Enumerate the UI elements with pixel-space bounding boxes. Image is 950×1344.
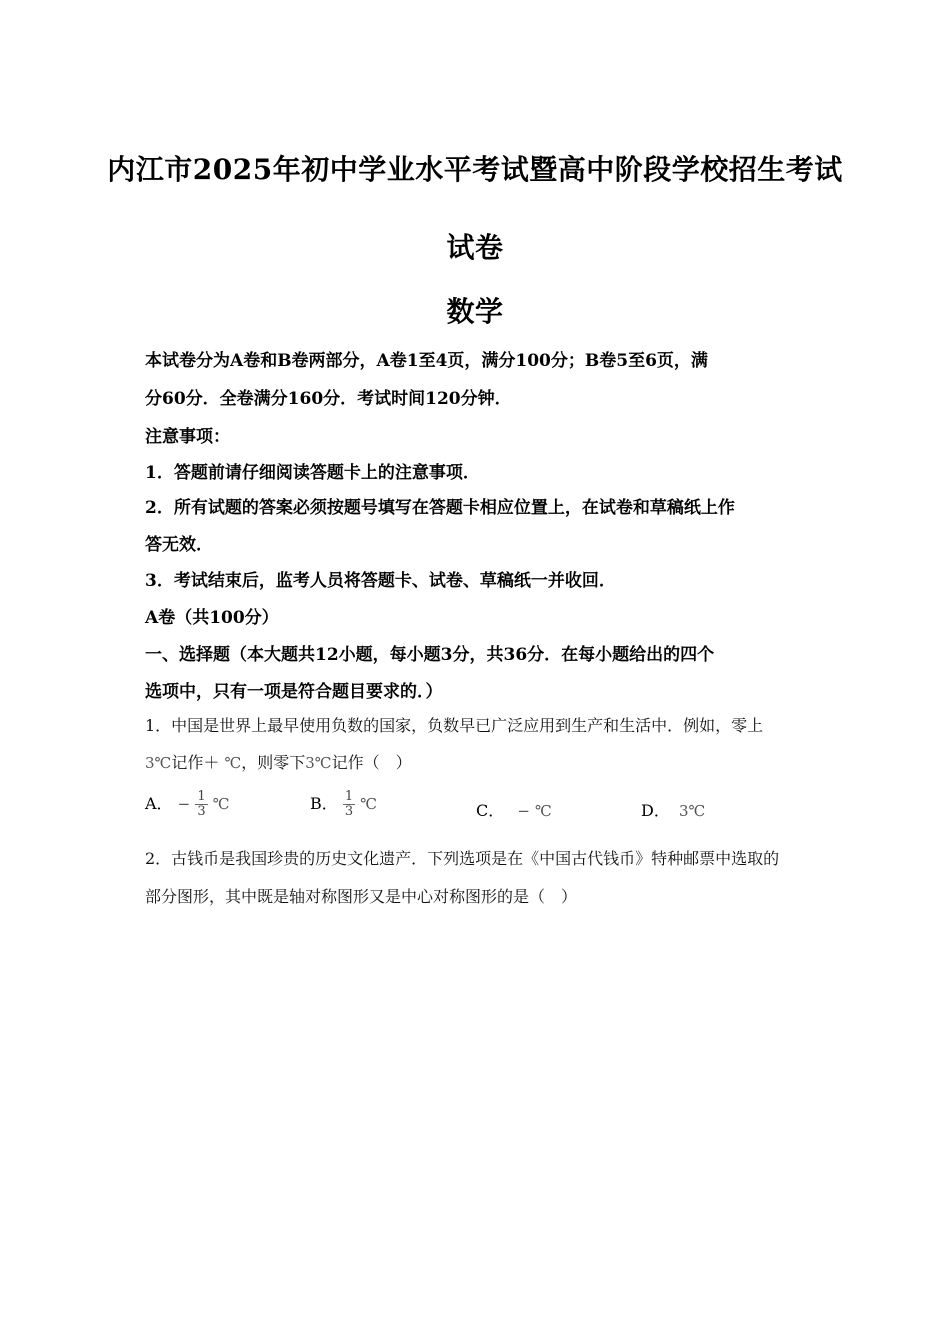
- option-a-denominator: 3: [197, 804, 206, 819]
- q1-seg-3: ℃: [224, 754, 242, 772]
- intro-line-2: 分60分．全卷满分160分．考试时间120分钟．: [145, 389, 512, 409]
- notes-item-1: 1．答题前请仔细阅读答题卡上的注意事项．: [145, 463, 480, 483]
- intro-line-1: 本试卷分为A卷和B卷两部分，A卷1至4页，满分100分；B卷5至6页，满: [145, 351, 708, 371]
- question-2-line-2: 部分图形，其中既是轴对称图形又是中心对称图形的是（ ）: [145, 887, 578, 906]
- option-a: [145, 790, 229, 819]
- q1-seg-2: 记作＋: [171, 753, 220, 772]
- option-b: [310, 790, 377, 819]
- question-1-line-2: [145, 750, 815, 773]
- question-1-line-1: 1．中国是世界上最早使用负数的国家，负数早已广泛应用到生产和生活中．例如，零上: [145, 716, 764, 735]
- option-d: [641, 798, 705, 821]
- q1-seg-4: ，则零下: [241, 753, 306, 772]
- option-a-numerator: 1: [197, 789, 206, 804]
- option-a-sign: −: [177, 795, 191, 813]
- question-2-line-1: 2．古钱币是我国珍贵的历史文化遗产．下列选项是在《中国古代钱币》特种邮票中选取的: [145, 849, 780, 868]
- section-a-heading: A卷（共100分）: [145, 608, 279, 628]
- title-line-1: 内江市2025年初中学业水平考试暨高中阶段学校招生考试: [107, 153, 843, 186]
- option-c: [476, 798, 552, 821]
- title-line-2: 试卷: [446, 231, 504, 264]
- option-b-label: B．: [310, 794, 338, 813]
- option-b-numerator: 1: [344, 789, 354, 804]
- option-b-denominator: 3: [344, 804, 354, 819]
- option-a-unit: ℃: [212, 795, 230, 813]
- option-b-unit: ℃: [360, 795, 378, 813]
- part1-line-1: 一、选择题（本大题共12小题，每小题3分，共36分．在每小题给出的四个: [145, 645, 715, 665]
- option-a-fraction: [195, 790, 207, 819]
- q1-seg-6: 记作（ ）: [331, 753, 412, 772]
- option-d-label: D．: [641, 801, 670, 820]
- q1-seg-5: 3℃: [305, 754, 332, 772]
- notes-item-2-line-2: 答无效．: [145, 535, 213, 555]
- part1-line-2: 选项中，只有一项是符合题目要求的．）: [145, 682, 443, 702]
- option-a-label: A．: [145, 794, 173, 813]
- notes-item-2-line-1: 2．所有试题的答案必须按题号填写在答题卡相应位置上，在试卷和草稿纸上作: [145, 498, 735, 518]
- option-c-unit: ℃: [535, 802, 552, 820]
- option-b-fraction: [343, 790, 355, 819]
- option-c-sign: −: [517, 802, 530, 820]
- q1-seg-1: 3℃: [145, 754, 172, 772]
- subject-title: 数学: [446, 295, 504, 328]
- notes-heading: 注意事项：: [145, 427, 230, 447]
- option-c-label: C．: [476, 801, 505, 820]
- option-d-value: 3℃: [678, 802, 706, 820]
- notes-item-3: 3．考试结束后，监考人员将答题卡、试卷、草稿纸一并收回．: [145, 571, 616, 591]
